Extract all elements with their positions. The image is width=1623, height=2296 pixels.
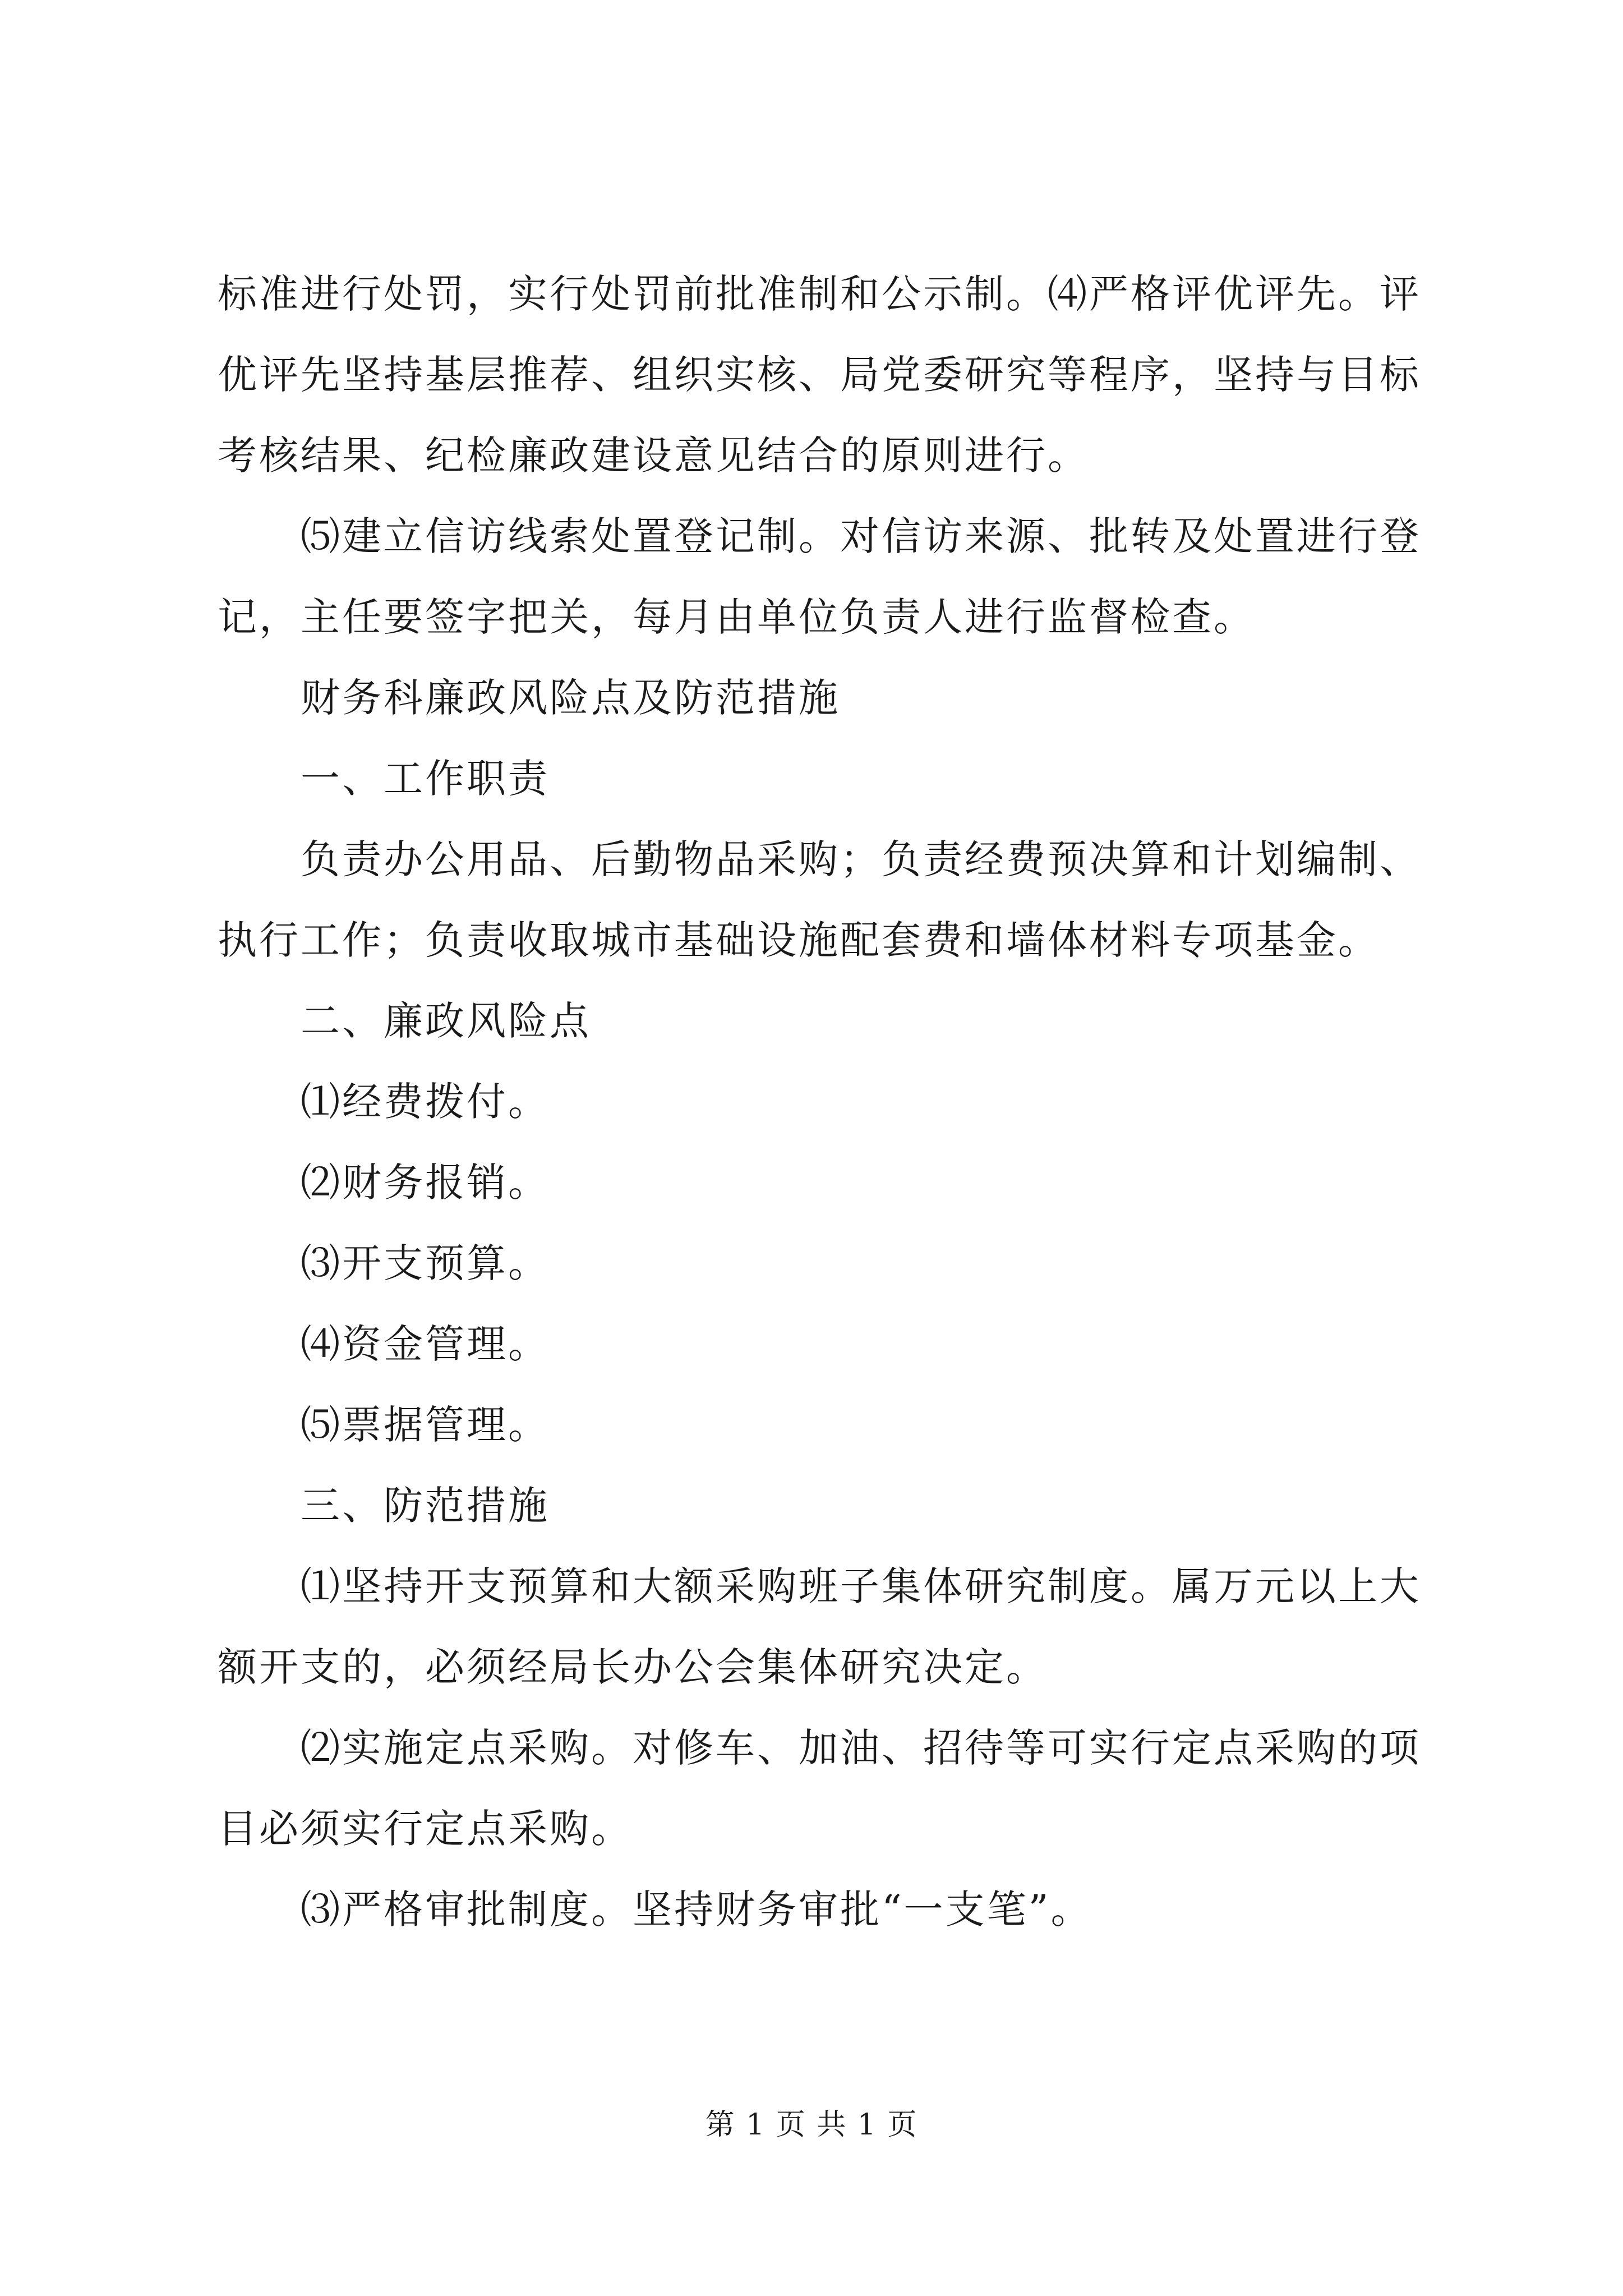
heading-duties: 一、工作职责 [301, 756, 550, 802]
paragraph-duties: 负责办公用品、后勤物品采购；负责经费预决算和计划编制、执行工作；负责收取城市基础设施配套费和墙体材料专项基金。 [218, 836, 1421, 963]
heading-measures: 三、防范措施 [301, 1483, 550, 1529]
paragraph-1: 标准进行处罚，实行处罚前批准制和公示制。⑷严格评优评先。评优评先坚持基层推荐、组织实核、局党委研究等程序，坚持与目标考核结果、纪检廉政建设意见结合的原则进行。 [218, 271, 1421, 478]
heading-risk-points: 二、廉政风险点 [301, 998, 591, 1044]
risk-item-3: ⑶开支预算。 [301, 1240, 550, 1286]
measure-item-3: ⑶严格审批制度。坚持财务审批“一支笔”。 [301, 1887, 1092, 1932]
measure-item-1: ⑴坚持开支预算和大额采购班子集体研究制度。属万元以上大额开支的，必须经局长办公会集体研究决定。 [218, 1563, 1421, 1690]
section-title: 财务科廉政风险点及防范措施 [301, 675, 840, 721]
measure-item-2: ⑵实施定点采购。对修车、加油、招待等可实行定点采购的项目必须实行定点采购。 [218, 1725, 1421, 1852]
document-body [218, 254, 1422, 1950]
page-number-footer: 第 1 页 共 1 页 [705, 2108, 918, 2142]
risk-item-5: ⑸票据管理。 [301, 1402, 550, 1448]
risk-item-2: ⑵财务报销。 [301, 1159, 550, 1205]
risk-item-1: ⑴经费拨付。 [301, 1079, 550, 1125]
paragraph-2: ⑸建立信访线索处置登记制。对信访来源、批转及处置进行登记，主任要签字把关，每月由单位负责人进行监督检查。 [218, 513, 1421, 640]
risk-item-4: ⑷资金管理。 [301, 1321, 550, 1367]
